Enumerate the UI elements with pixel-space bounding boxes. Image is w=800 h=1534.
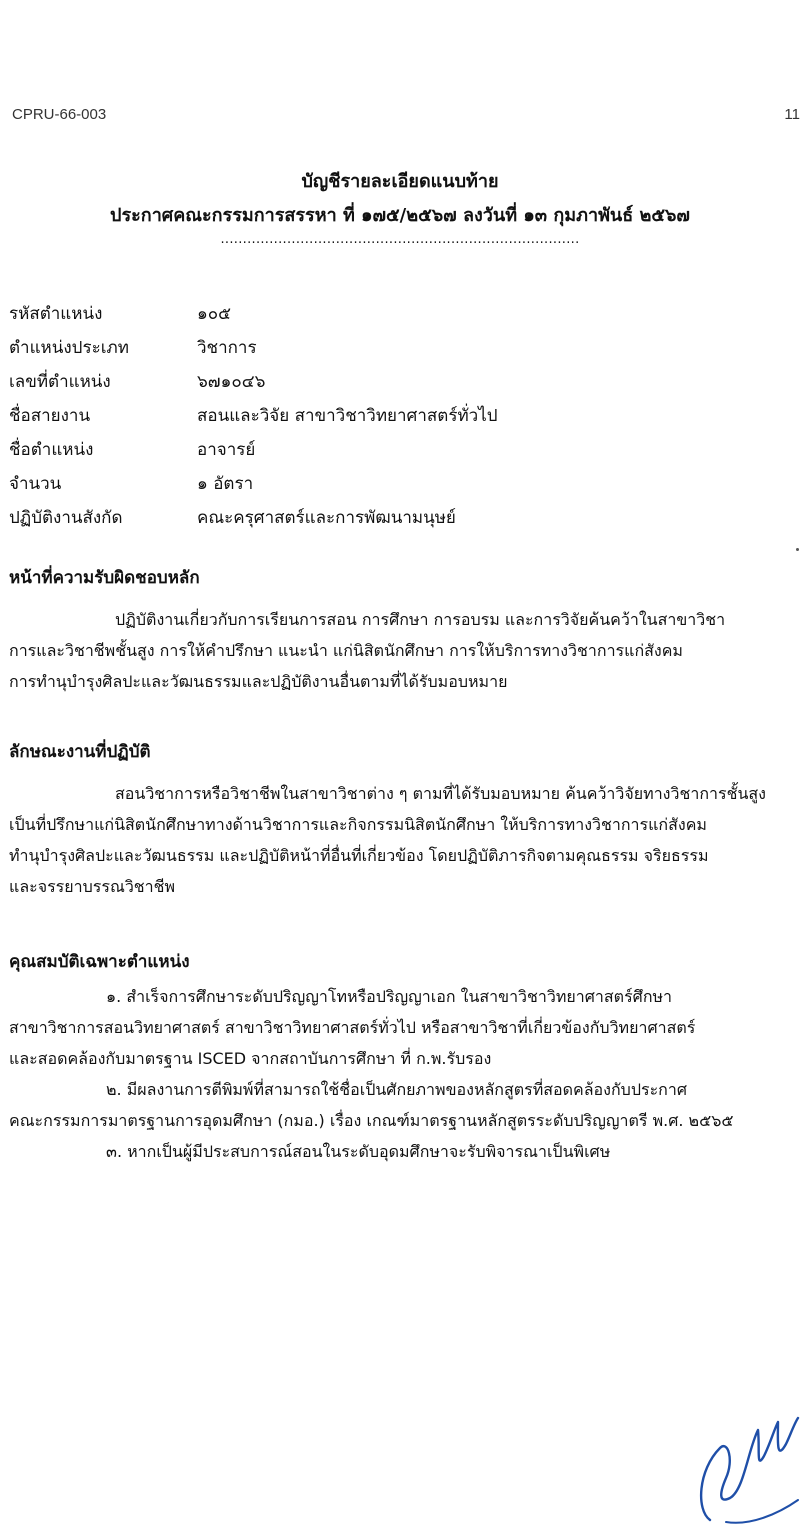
info-row [9, 432, 498, 466]
announcement-reference: ประกาศคณะกรรมการสรรหา ที่ ๑๗๕/๒๕๖๗ ลงวันที่ ๑๓ กุมภาพันธ์ ๒๕๖๗ [110, 205, 690, 226]
document-code: CPRU-66-003 [12, 106, 107, 123]
qualifications-heading: คุณสมบัติเฉพาะตำแหน่ง [9, 952, 190, 972]
info-label: ชื่อตำแหน่ง [9, 439, 94, 460]
page-number: 11 [784, 106, 800, 123]
qualification-item: ๒. มีผลงานการตีพิมพ์ที่สามารถใช้ชื่อเป็นศักยภาพของหลักสูตรที่สอดคล้องกับประกาศ [106, 1080, 687, 1099]
paragraph-line: สอนวิชาการหรือวิชาชีพในสาขาวิชาต่าง ๆ ตามที่ได้รับมอบหมาย ค้นคว้าวิจัยทางวิชาการชั้นสูง [115, 784, 766, 803]
info-row [9, 500, 498, 534]
work-nature-heading: ลักษณะงานที่ปฏิบัติ [9, 742, 151, 762]
info-value: คณะครุศาสตร์และการพัฒนามนุษย์ [197, 507, 456, 528]
qualification-continuation: คณะกรรมการมาตรฐานการอุดมศึกษา (กมอ.) เรื่อง เกณฑ์มาตรฐานหลักสูตรระดับปริญญาตรี พ.ศ. ๒๕๖๕ [9, 1111, 734, 1130]
qualification-item: ๓. หากเป็นผู้มีประสบการณ์สอนในระดับอุดมศึกษาจะรับพิจารณาเป็นพิเศษ [106, 1142, 611, 1161]
position-info-table [9, 296, 498, 534]
info-label: เลขที่ตำแหน่ง [9, 371, 111, 392]
dotted-separator: ................................................................................. [220, 232, 580, 247]
info-row [9, 466, 498, 500]
info-label: รหัสตำแหน่ง [9, 303, 103, 324]
duties-heading: หน้าที่ความรับผิดชอบหลัก [9, 568, 200, 588]
paragraph-line: การทำนุบำรุงศิลปะและวัฒนธรรมและปฏิบัติงานอื่นตามที่ได้รับมอบหมาย [9, 672, 508, 691]
info-row [9, 398, 498, 432]
qualification-item: ๑. สำเร็จการศึกษาระดับปริญญาโทหรือปริญญาเอก ในสาขาวิชาวิทยาศาสตร์ศึกษา [106, 987, 673, 1006]
info-value: ๑ อัตรา [197, 473, 254, 494]
info-label: ชื่อสายงาน [9, 405, 91, 426]
paragraph-line: ทำนุบำรุงศิลปะและวัฒนธรรม และปฏิบัติหน้าที่อื่นที่เกี่ยวข้อง โดยปฏิบัติภารกิจตามคุณธรรม จริยธรรม [9, 846, 709, 865]
qualifications-list [9, 981, 795, 1167]
info-row [9, 330, 498, 364]
info-label: ตำแหน่งประเภท [9, 337, 129, 358]
paragraph-line: เป็นที่ปรึกษาแก่นิสิตนักศึกษาทางด้านวิชาการและกิจกรรมนิสิตนักศึกษา ให้บริการทางวิชาการแก่สังคม [9, 815, 707, 834]
info-value: ๖๗๑๐๔๖ [197, 371, 266, 392]
info-value: วิชาการ [197, 337, 257, 358]
paragraph-line: ปฏิบัติงานเกี่ยวกับการเรียนการสอน การศึกษา การอบรม และการวิจัยค้นคว้าในสาขาวิชา [115, 610, 726, 629]
paragraph-line: และจรรยาบรรณวิชาชีพ [9, 877, 176, 896]
paragraph-line: การและวิชาชีพชั้นสูง การให้คำปรึกษา แนะนำ แก่นิสิตนักศึกษา การให้บริการทางวิชาการแก่สังคม [9, 641, 683, 660]
info-label: ปฏิบัติงานสังกัด [9, 507, 123, 528]
qualification-continuation: สาขาวิชาการสอนวิทยาศาสตร์ สาขาวิชาวิทยาศาสตร์ทั่วไป หรือสาขาวิชาที่เกี่ยวข้องกับวิทยาศาสตร์ [9, 1018, 696, 1037]
signature-icon [690, 1400, 800, 1534]
info-label: จำนวน [9, 473, 62, 494]
work-nature-paragraph [9, 778, 795, 902]
duties-paragraph [9, 604, 795, 697]
document-title: บัญชีรายละเอียดแนบท้าย [301, 171, 499, 192]
scan-speck [796, 548, 799, 551]
info-value: อาจารย์ [197, 439, 256, 460]
info-row [9, 364, 498, 398]
info-value: สอนและวิจัย สาขาวิชาวิทยาศาสตร์ทั่วไป [197, 405, 498, 426]
info-row [9, 296, 498, 330]
qualification-continuation: และสอดคล้องกับมาตรฐาน ISCED จากสถาบันการศึกษา ที่ ก.พ.รับรอง [9, 1049, 492, 1068]
info-value: ๑๐๕ [197, 303, 232, 324]
